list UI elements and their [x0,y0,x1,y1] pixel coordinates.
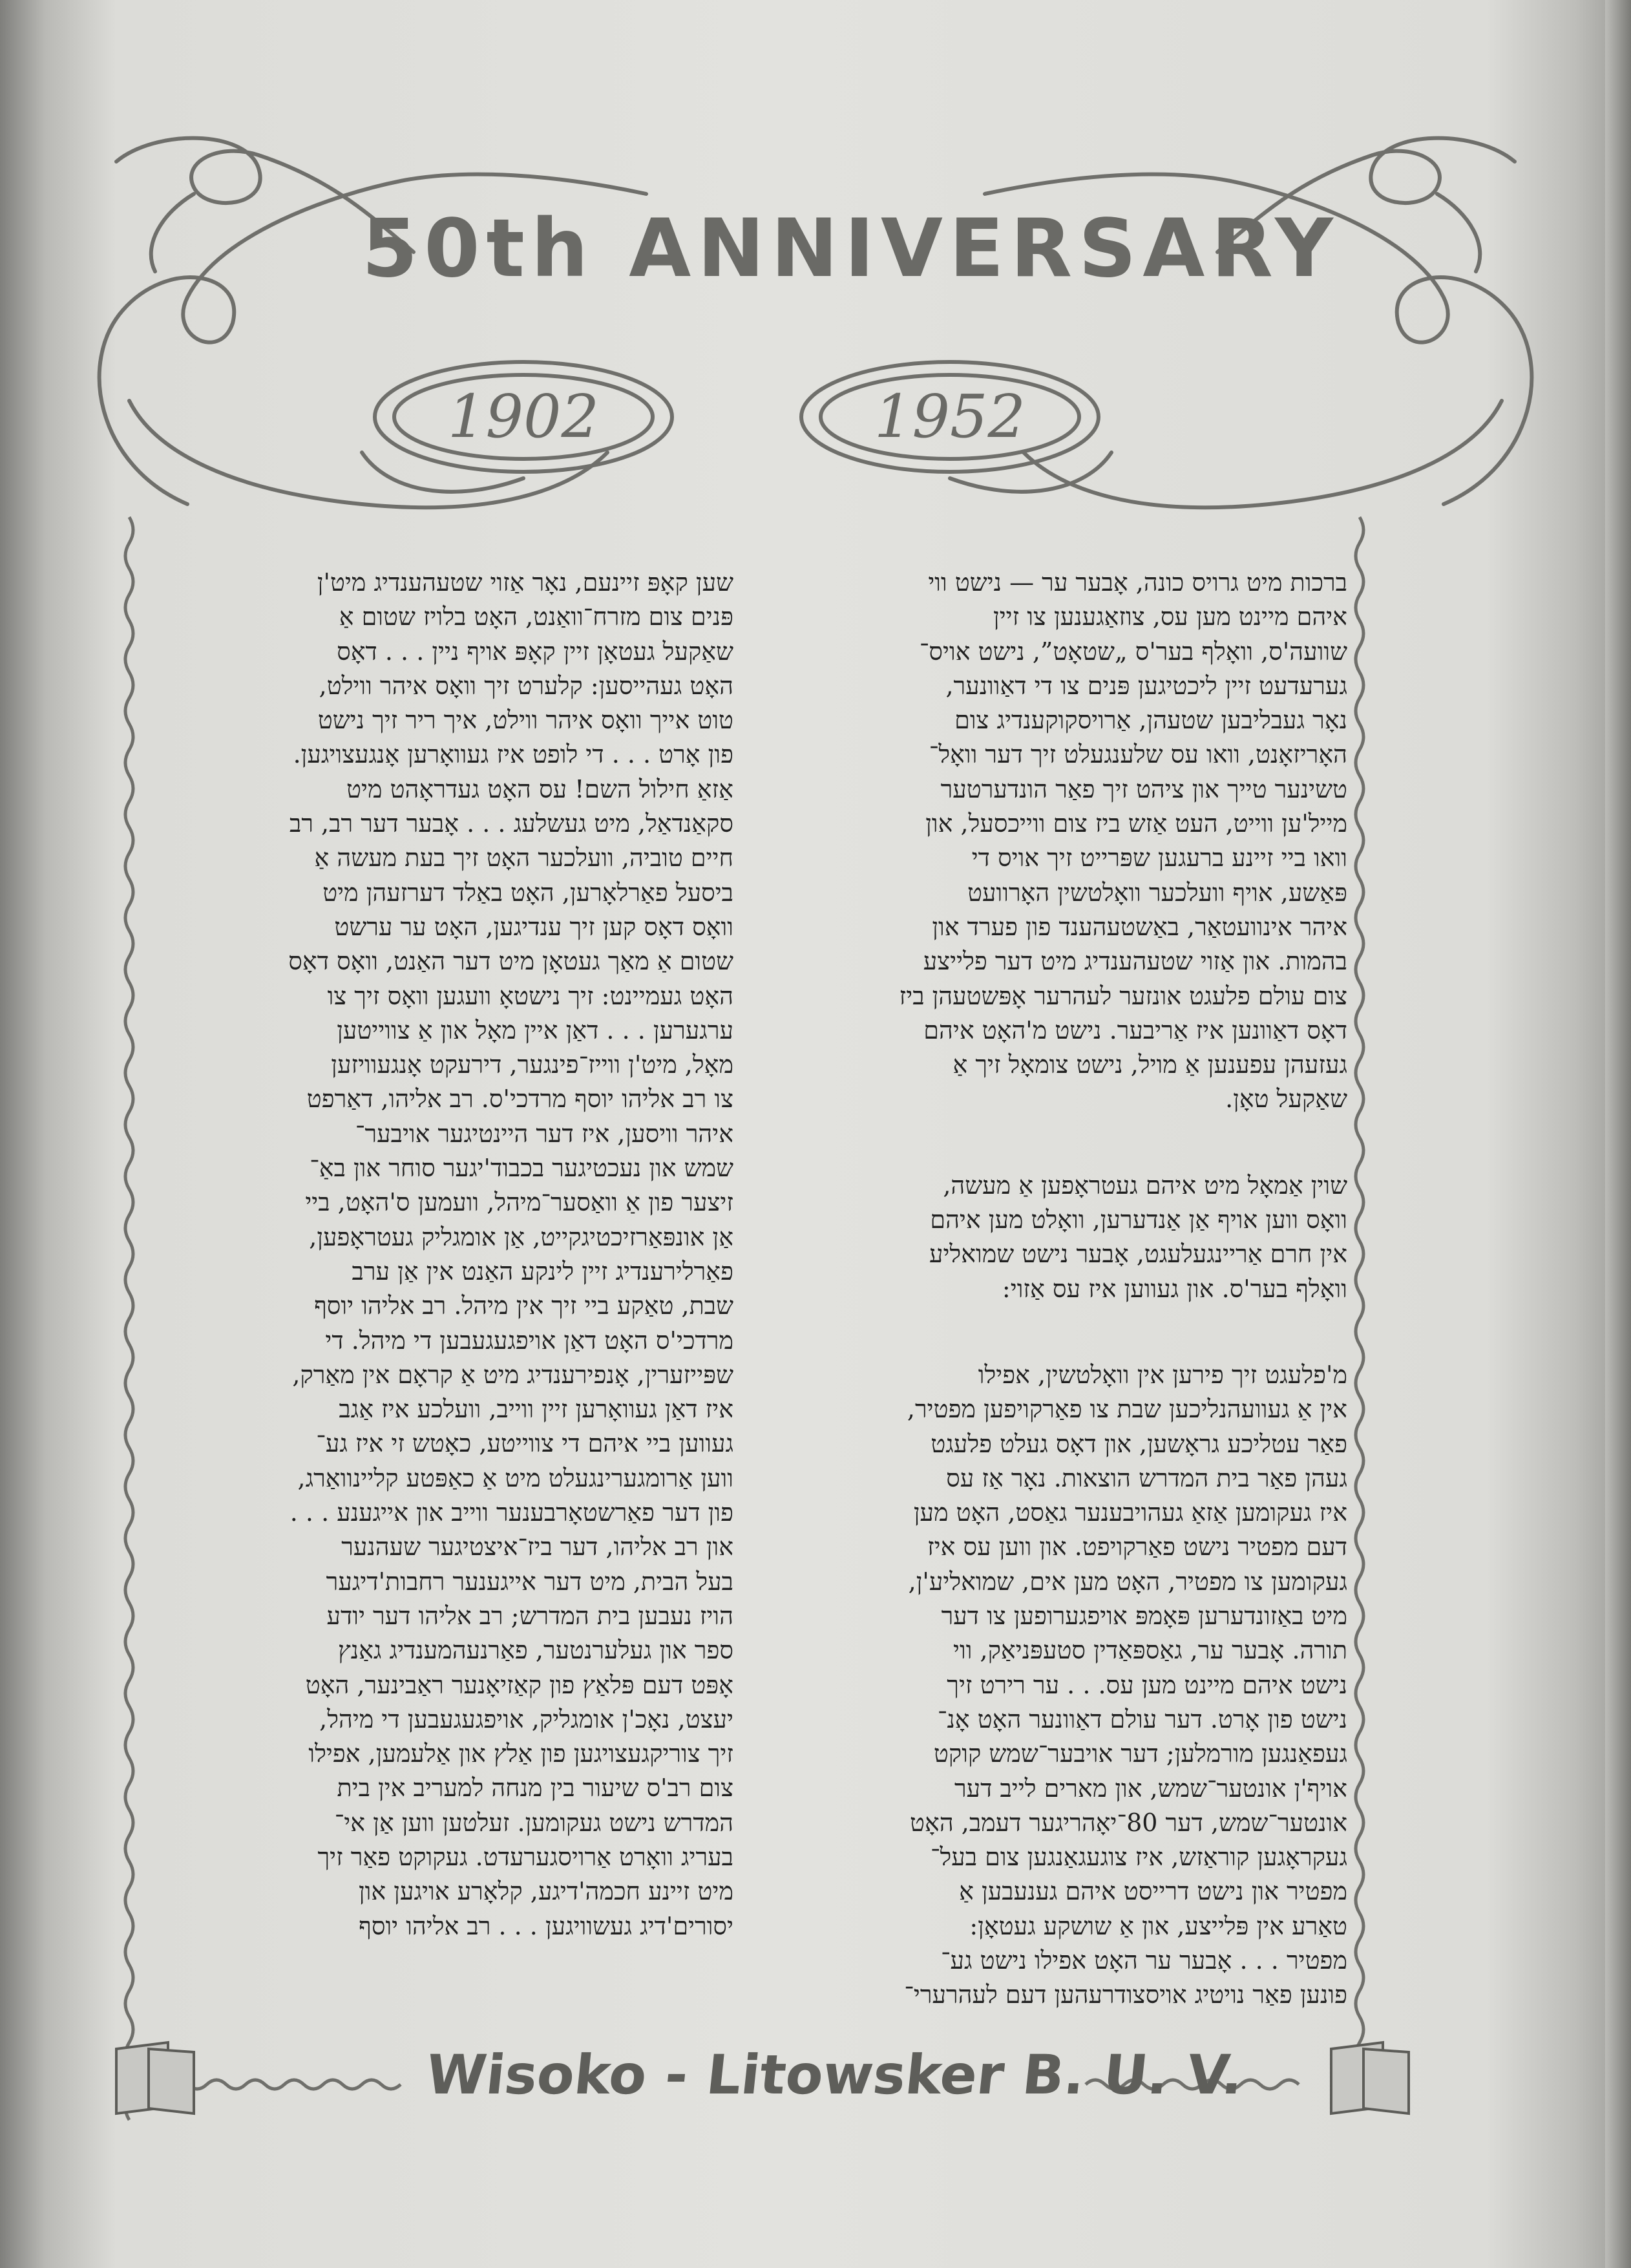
text-line: איהר וויסען, איז דער היינטיגער אויבער־ [355,1119,733,1148]
text-line: איז געקומען אַזאַ געהויבענער גאַסט, האָט מען [913,1498,1347,1527]
text-line: נישט פון אָרט. דער עולם דאַוונער האָט אָנ־ [937,1704,1347,1733]
text-line: שפּייזערין, אָנפירענדיג מיט אַ קראָם אין מאַרק, [292,1360,733,1389]
text-line: אונטער־שמש, דער 80־יאָהריגער דעמב, האָט [910,1808,1347,1837]
text-line: תורה. אָבער ער, גאַספּאַדין סטעפּניאַק, ווי [953,1636,1347,1665]
text-line: מרדכי'ס האָט דאַן אויפגעגעבען די מיהל. די [325,1326,733,1355]
text-line: פּאַשע, אויף וועלכער וואָלטשין האָרוועט [967,878,1347,907]
text-line: געווען ביי איהם די צווייטע, כאָטש זי איז גע־ [316,1429,733,1458]
text-line: פאַר עטליכע גראָשען, און דאָס געלט פלעגט [931,1429,1347,1458]
text-line: וואו ביי זיינע ברעגען שפּרייט זיך אויס די [971,843,1347,873]
text-line: חיים טוביה, וועלכער האָט זיך בעת מעשה אַ [314,843,733,873]
text-line: אויף'ן אונטער־שמש, און מארים לייב דער [954,1774,1347,1803]
text-line: נאָר געבליבען שטעהן, אַרויסקוקענדיג צום [954,706,1347,735]
text-line: מאָל, מיט'ן ווייז־פינגער, דירעקט אָנגעוויזען [331,1050,733,1079]
text-column-left [152,566,733,2136]
text-line: פּנים צום מזרח־וואַנט, האָט בלויז שטום אַ [339,602,733,631]
text-line: יסורים'דיג געשוויגען . . . רב אליהו יוסף [359,1911,733,1940]
text-line: דעם מפטיר נישט פאַרקויפט. און ווען עס איז [927,1532,1347,1562]
text-line: ווען אַרומגערינגעלט מיט אַ כאַפּטע קליינוואַרג, [297,1463,733,1492]
text-line: ערגערען . . . דאַן איין מאָל און אַ צווייטען [337,1015,733,1044]
anniversary-title: 50th ANNIVERSARY [362,202,1340,295]
text-line: טאַרע אין פּלייצע, און אַ שושקע געטאָן: [969,1911,1347,1940]
society-name-footer: Wisoko - Litowsker B. U. V. [423,2043,1247,2106]
text-line: זיך צוריקגעצויגען פון אַלץ און אַלעמען, אפילו [308,1739,733,1768]
text-line: פון דער פאַרשטאָרבענער ווייב און אייגענע . . . [289,1498,733,1527]
text-line: פאַרלירענדיג זיין לינקע האַנט אין אַן ערב [352,1256,733,1286]
text-line: מייל'ען ווייט, העט אַזש ביז צום ווייכסעל, און [925,809,1347,838]
text-line: געזעהן עפענען אַ מויל, נישט צומאָל זיך אַ [952,1050,1347,1079]
text-line: יעצט, נאָכ'ן אומגליק, אויפגעגעבען די מיהל, [319,1704,733,1733]
text-line: מפטיר . . . אָבער ער האָט אפילו נישט גע־ [941,1945,1347,1975]
text-line: מ'פלעגט זיך פירען אין וואָלטשין, אפילו [978,1360,1347,1389]
text-line: טוט אייך וואָס איהר ווילט, איך ריר זיך נישט [317,706,733,735]
text-line: שאַקעל טאָן. [1225,1085,1347,1114]
text-line: צום עולם פלעגט אונזער לעהרער אָפּשטעהן ביז [899,981,1347,1010]
text-line: אין חרם אַריינגעלעגט, אָבער נישט שמואליע [929,1240,1347,1269]
text-line: וואָס ווען אויף אַן אַנדערען, וואָלט מען איהם [930,1205,1347,1235]
text-line: געהן פאַר בית המדרש הוצאות. נאָר אַז עס [946,1463,1347,1492]
text-line: מפטיר און נישט דרייסט איהם גענעבען אַ [959,1877,1347,1906]
text-line: טשינער טייך און ציהט זיך פאַר הונדערטער [940,774,1347,803]
text-line: הויז נעבען בית המדרש; רב אליהו דער יודע [326,1601,733,1630]
text-line: סקאַנדאַל, מיט געשלעג . . . אָבער דער רב, רב [289,809,733,838]
text-column-right [779,566,1347,2136]
text-line: געקומען צו מפטיר, האָט מען אים, שמואליע'ן, [908,1567,1347,1596]
text-line: שאַקעל געטאָן זיין קאָפּ אויף ניין . . . דאָס [337,637,733,666]
text-line: שטום אַ מאַך געטאָן מיט דער האַנט, וואָס דאָס [288,947,733,976]
text-line: אַזאַ חילול השם! עס האָט געדראָהט מיט [346,774,733,803]
text-line: אָפּט דעם פּלאַץ פון קאַזיאָנער ראַבינער, האָט [305,1670,733,1699]
end-year: 1952 [874,382,1026,451]
text-line: געקראָגען קוראַזש, איז צוגעגאַנגען צום בעל־ [930,1843,1347,1872]
text-line: מיט באַזונדערען פּאָמפּ אויפגערופען צו דער [941,1602,1347,1631]
text-line: ספר און געלערנטער, פאַרנעהמענדיג גאַנץ [337,1636,733,1665]
text-line: שוועה'ס, וואָלף בער'ס „שטאָט”, נישט אויס־ [919,637,1347,666]
text-line: בהמות. און אַזוי שטעהענדיג מיט דער פלייצע [923,947,1347,976]
text-line: איהם מיינט מען עס, צוזאַגענען צו זיין [993,602,1347,631]
text-line: וואָלף בער'ס. און געווען איז עס אַזוי: [1002,1274,1347,1303]
text-line: פון אָרט . . . די לופט איז געוואָרען אָנגעצויגען. [293,740,733,769]
paragraph [779,1169,1347,1306]
page-edge-shadow [1605,0,1631,2268]
text-line: גערעדעט זיין ליכטיגען פּנים צו די דאַוונער, [945,671,1347,700]
text-line: מיט זיינע חכמה'דיגע, קלאָרע אויגען און [358,1877,733,1906]
text-line: שען קאָפּ זיינעם, נאָר אַזוי שטעהענדיג מיט'ן [317,568,733,597]
text-line: איז דאַן געוואָרען זיין ווייב, וועלכע איז אַגב [339,1395,733,1424]
text-line: אין אַ געוועהנליכען שבת צו פאַרקויפען מפטיר, [907,1395,1347,1424]
text-line: בעריג וואָרט אַרויסגערעדט. געקוקט פאַר זיך [317,1842,733,1871]
text-line: ברכות מיט גרויס כונה, אָבער ער — נישט ווי [928,568,1347,597]
text-line: זיצער פון אַ וואַסער־מיהל, וועמען ס'האָט, ביי [305,1188,733,1217]
text-line: איהר אינוועטאַר, באַשטעהענד פון פערד און [932,912,1347,941]
text-line: וואָס דאָס קען זיך ענדיגען, האָט ער ערשט [334,912,733,941]
text-line: האָט געהייסען: קלערט זיך וואָס איהר ווילט, [319,671,733,700]
text-line: צום רב'ס שיעור בין מנחה למעריב אין בית [337,1774,733,1803]
start-year: 1902 [447,382,600,451]
paragraph [779,1358,1347,2013]
text-line: פונען פאַר נויטיג אויסצודרעהען דעם לעהרערי־ [904,1980,1347,2009]
text-line: און רב אליהו, דער ביז־איצטיגער שעהנער [341,1532,733,1562]
paragraph-spacer [779,1117,1347,1169]
text-line: האָט געמיינט: זיך נישטאָ וועגען וואָס זיך צו [327,981,733,1010]
text-line: געפאַנגען מורמלען; דער אויבער־שמש קוקט [933,1739,1347,1768]
text-line: שמש און נעכטיגער בכבוד'יגער סוחר און באַ־ [310,1154,733,1183]
text-line: דאָס דאַוונען איז אַריבער. נישט מ'האָט איהם [923,1015,1347,1044]
text-line: צו רב אליהו יוסף מרדכי'ס. רב אליהו, דאַרפט [306,1085,733,1114]
paragraph [779,566,1347,1117]
text-line: נישט איהם מיינט מען עס. . . ער רירט זיך [947,1670,1347,1699]
text-line: ביסעל פאַרלאָרען, האָט באַלד דערזעהן מיט [322,878,733,907]
text-line: שוין אַמאָל מיט איהם געטראָפען אַ מעשה, [943,1171,1347,1200]
paragraph-spacer [779,1306,1347,1358]
text-line: האָריזאָנט, וואו עס שלענגעלט זיך דער וואָל־ [929,740,1347,769]
text-line: בעל הבית, מיט דער אייגענער רחבות'דיגער [326,1567,733,1596]
text-line: שבת, טאַקע ביי זיך אין מיהל. רב אליהו יוסף [314,1291,733,1320]
text-line: אַן אונפּאַרזיכטיגקייט, אַן אומגליק געטראָפען, [309,1222,733,1251]
text-line: המדרש נישט געקומען. זעלטען ווען אַן אי־ [334,1808,733,1837]
